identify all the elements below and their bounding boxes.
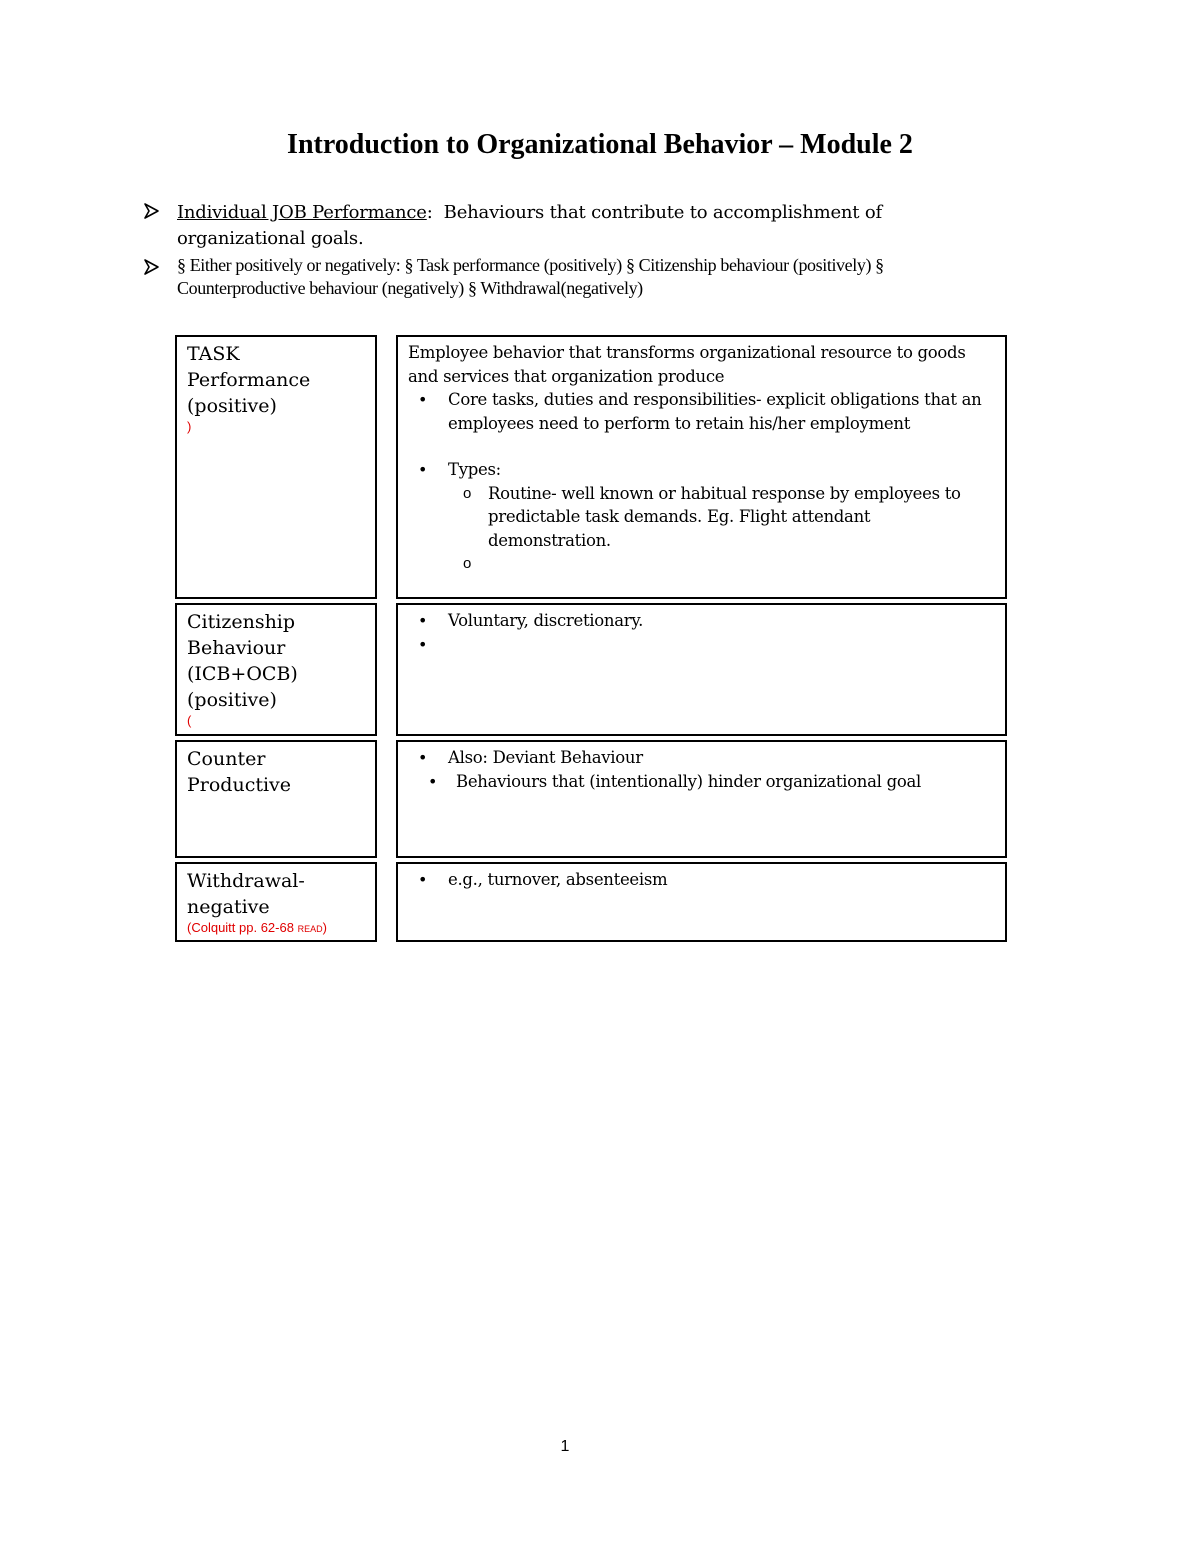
sub-item-text: Routine- well known or habitual response by employees to predictable task demands. Eg. Flight attendant demonstration. <box>488 483 961 550</box>
citizenship-label-cell <box>175 603 377 736</box>
list-item <box>408 633 995 657</box>
counterproductive-label-cell <box>175 740 377 858</box>
sub-item-text <box>488 554 493 573</box>
list-item <box>408 770 995 794</box>
label-line: (positive) <box>187 689 277 711</box>
sub-list-item <box>408 552 995 576</box>
page-title: Introduction to Organizational Behavior – Module 2 <box>287 129 913 160</box>
red-note: ) <box>187 419 192 434</box>
bullet-text: Core tasks, duties and responsibilities- explicit obligations that an employees need to perform to retain his/her employment <box>448 390 982 433</box>
label-line: negative <box>187 896 270 918</box>
red-note <box>187 920 365 937</box>
label-line: (positive) <box>187 395 277 417</box>
list-item <box>408 388 995 435</box>
label-line: Productive <box>187 774 292 796</box>
label-line: Behaviour <box>187 637 286 659</box>
label-line: TASK <box>187 343 240 365</box>
label-line: (ICB+OCB) <box>187 663 298 685</box>
sub-list-item <box>408 482 995 553</box>
reference-end: ) <box>322 920 327 935</box>
arrow-bullet-icon <box>142 258 160 276</box>
job-performance-term: Individual JOB Performance <box>177 202 427 223</box>
label-line: Citizenship <box>187 611 296 633</box>
intro-list <box>140 200 1000 300</box>
list-item <box>408 746 995 770</box>
reference-text: (Colquitt pp. 62-68 <box>187 920 298 935</box>
bullet-icon: • <box>418 390 428 409</box>
bullet-text: Also: Deviant Behaviour <box>448 748 643 767</box>
bullet-text: e.g., turnover, absenteeism <box>448 870 668 889</box>
content-intro: Employee behavior that transforms organizational resource to goods and services that organization produce <box>408 343 966 386</box>
withdrawal-label-cell <box>175 862 377 942</box>
task-performance-content-cell <box>396 335 1007 599</box>
term-colon: : <box>426 202 433 223</box>
withdrawal-content-cell <box>396 862 1007 942</box>
circle-bullet-icon: o <box>463 555 472 572</box>
red-note: ( <box>187 713 192 728</box>
categories-text: § Either positively or negatively: § Task performance (positively) § Citizenship behaviour (positively) § Counterproductive behaviour (negatively) § Withdrawal(negatively) <box>177 255 884 298</box>
bullet-icon: • <box>418 634 428 654</box>
counterproductive-content-cell <box>396 740 1007 858</box>
bullet-icon: • <box>428 771 438 791</box>
list-item <box>408 458 995 482</box>
bullet-icon: • <box>418 460 428 479</box>
task-performance-label-cell <box>175 335 377 599</box>
citizenship-content-cell <box>396 603 1007 736</box>
bullet-text: Types: <box>448 460 501 479</box>
label-line: Counter <box>187 748 266 770</box>
page-number: 1 <box>560 1438 570 1455</box>
reference-read: READ <box>297 924 323 934</box>
list-item <box>408 609 995 633</box>
bullet-text: Voluntary, discretionary. <box>448 611 644 630</box>
bullet-icon: • <box>418 748 428 767</box>
job-performance-definition: Behaviours that contribute to accomplishment of organizational goals. <box>177 202 882 249</box>
bullet-icon: • <box>418 611 428 630</box>
arrow-bullet-icon <box>142 202 160 220</box>
circle-bullet-icon: o <box>463 484 472 502</box>
intro-item-categories <box>140 254 1000 300</box>
label-line: Performance <box>187 369 311 391</box>
bullet-text: Behaviours that (intentionally) hinder organizational goal <box>456 771 921 791</box>
label-line: Withdrawal- <box>187 870 305 892</box>
bullet-icon: • <box>418 870 428 889</box>
intro-item-job-performance <box>140 200 1000 252</box>
list-item <box>408 868 995 892</box>
bullet-text <box>448 635 453 654</box>
